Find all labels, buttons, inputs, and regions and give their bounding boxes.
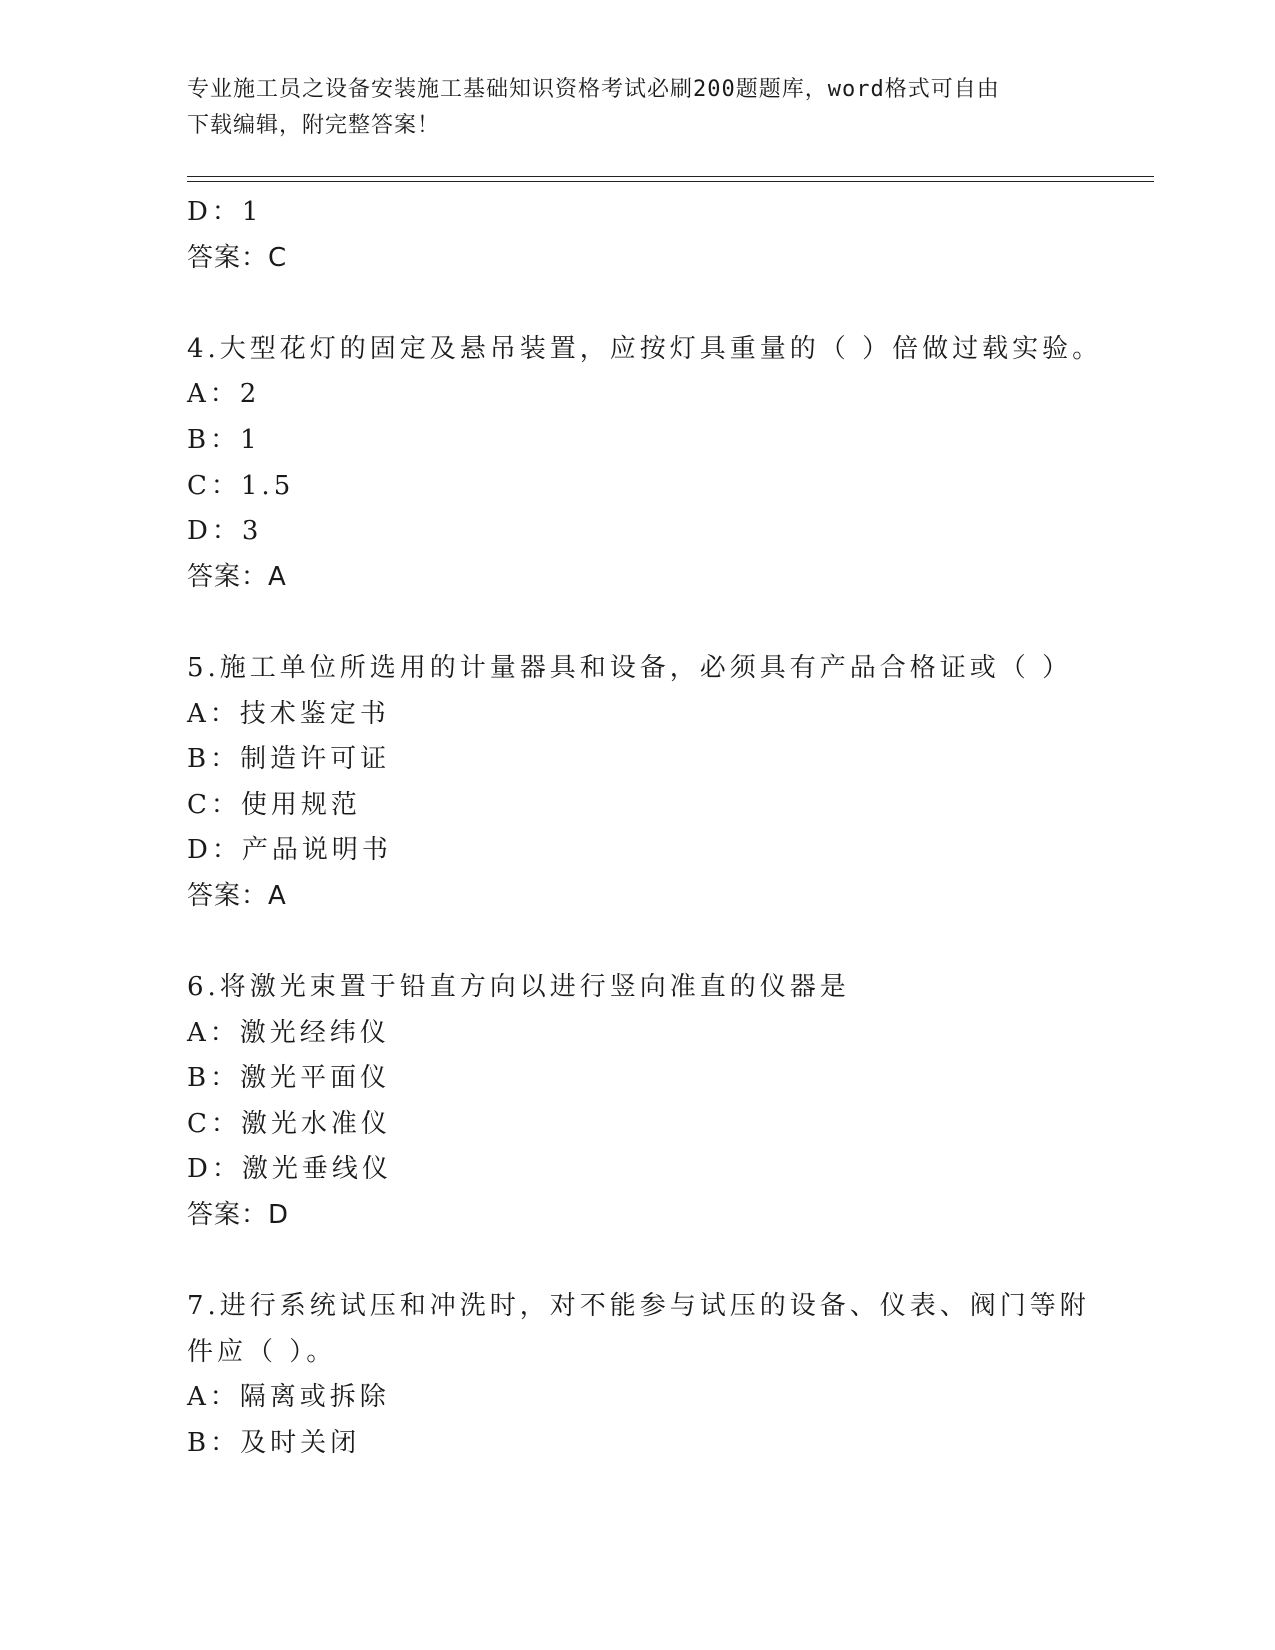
header-divider-top — [187, 176, 1154, 177]
question-3-tail — [187, 190, 1087, 281]
question-5-option-d: D：产品说明书 — [187, 835, 392, 866]
question-7-stem-line-1: 7.进行系统试压和冲洗时，对不能参与试压的设备、仪表、阀门等附 — [187, 1291, 1090, 1322]
question-6-option-c: C：激光水准仪 — [187, 1108, 391, 1139]
header-title-line-2: 下载编辑，附完整答案！ — [187, 113, 441, 138]
question-3-answer: 答案：C — [187, 242, 288, 273]
spacer — [187, 281, 1087, 327]
question-7-option-a: A：隔离或拆除 — [187, 1382, 390, 1413]
header-title-line-1: 专业施工员之设备安装施工基础知识资格考试必刷200题题库，word格式可自由 — [187, 77, 1000, 102]
question-7-stem-line-2: 件应（ ）。 — [187, 1336, 337, 1367]
question-5-stem: 5.施工单位所选用的计量器具和设备，必须具有产品合格证或（ ） — [187, 652, 1073, 683]
question-4-option-c: C：1.5 — [187, 470, 295, 501]
question-5-option-c: C：使用规范 — [187, 789, 361, 820]
question-3-option-d: D：1 — [187, 197, 263, 227]
spacer — [187, 600, 1087, 646]
question-4-option-b: B：1 — [187, 424, 261, 455]
question-4-stem: 4.大型花灯的固定及悬吊装置，应按灯具重量的（ ）倍做过载实验。 — [187, 333, 1103, 364]
question-6 — [187, 965, 1087, 1239]
question-6-stem: 6.将激光束置于铅直方向以进行竖向准直的仪器是 — [187, 972, 850, 1003]
question-5 — [187, 646, 1087, 920]
question-6-option-d: D：激光垂线仪 — [187, 1154, 392, 1185]
question-5-option-a: A：技术鉴定书 — [187, 698, 390, 729]
question-6-answer: 答案：D — [187, 1200, 290, 1231]
question-7-option-b: B：及时关闭 — [187, 1428, 361, 1459]
header-divider-bottom — [187, 181, 1154, 182]
question-5-option-b: B：制造许可证 — [187, 744, 391, 775]
page-header — [187, 72, 1087, 144]
question-4-option-a: A：2 — [187, 379, 261, 410]
question-list — [187, 190, 1103, 1467]
question-4 — [187, 327, 1103, 601]
question-4-option-d: D：3 — [187, 516, 263, 547]
spacer — [187, 920, 1087, 966]
spacer — [187, 1239, 1087, 1285]
question-7 — [187, 1284, 1090, 1466]
question-6-option-a: A：激光经纬仪 — [187, 1017, 390, 1048]
question-4-answer: 答案：A — [187, 561, 287, 592]
question-5-answer: 答案：A — [187, 880, 287, 911]
question-6-option-b: B：激光平面仪 — [187, 1063, 391, 1094]
